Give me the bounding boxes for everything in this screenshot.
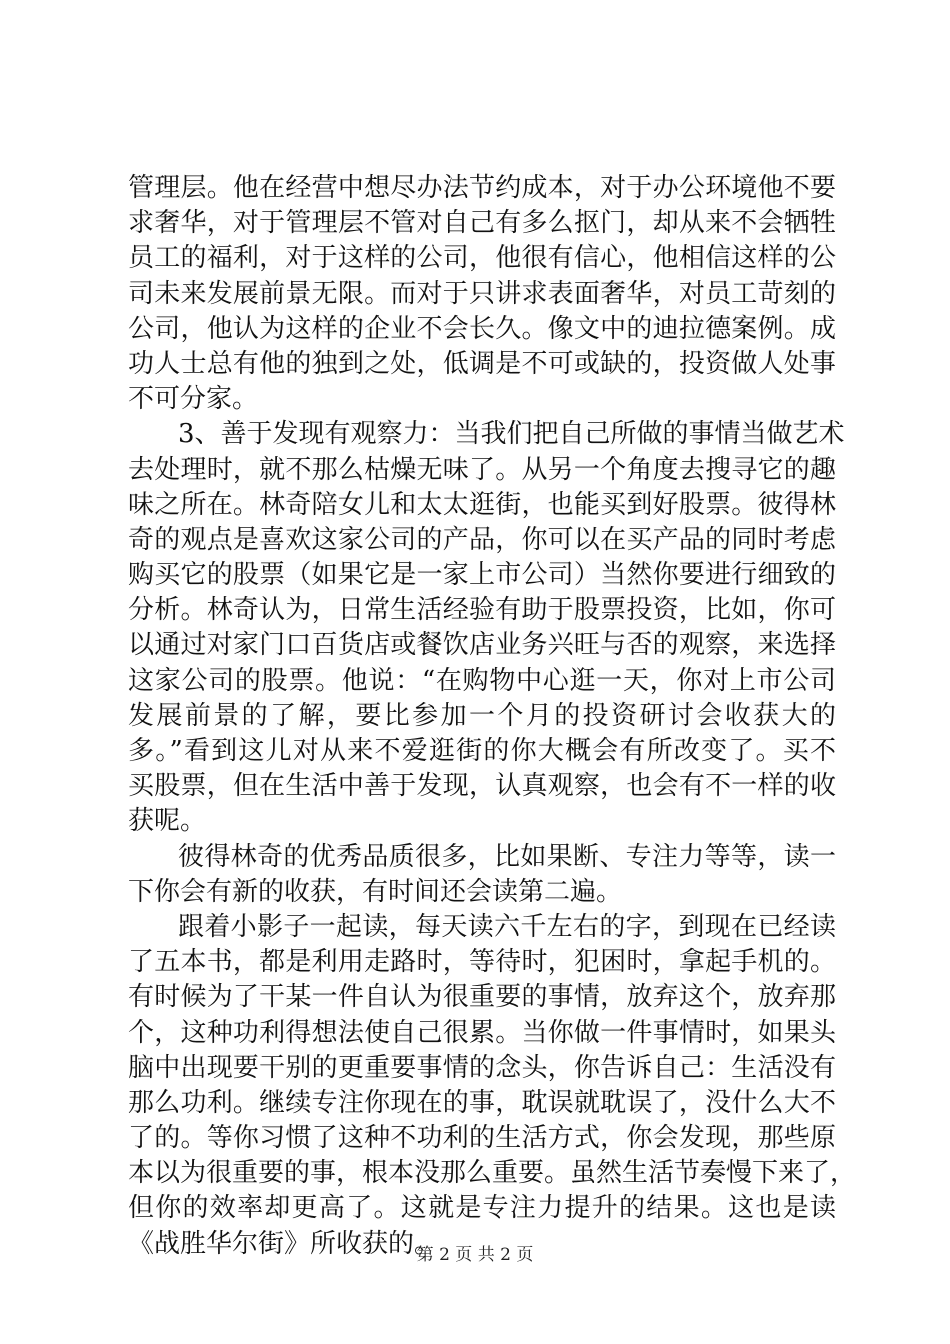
text-line: 去处理时，就不那么枯燥无味了。从另一个角度去搜寻它的趣 — [128, 454, 836, 485]
text-line: 购买它的股票（如果它是一家上市公司）当然你要进行细致的 — [128, 560, 836, 591]
text-line: 但你的效率却更高了。这就是专注力提升的结果。这也是读 — [128, 1193, 836, 1224]
document-body — [128, 171, 857, 1262]
text-line: 脑中出现要干别的更重要事情的念头，你告诉自己：生活没有 — [128, 1052, 836, 1083]
text-line: 发展前景的了解，要比参加一个月的投资研讨会收获大的 — [128, 700, 836, 731]
text-line: 这家公司的股票。他说：“在购物中心逛一天，你对上市公司 — [128, 665, 836, 696]
text-line: 奇的观点是喜欢这家公司的产品，你可以在买产品的同时考虑 — [128, 524, 836, 555]
text-line: 3、善于发现有观察力：当我们把自己所做的事情当做艺术 — [178, 419, 845, 450]
text-line: 味之所在。林奇陪女儿和太太逛街，也能买到好股票。彼得林 — [128, 489, 836, 520]
text-line: 跟着小影子一起读，每天读六千左右的字，到现在已经读 — [178, 911, 836, 942]
text-line: 《战胜华尔街》所收获的。 — [128, 1228, 441, 1259]
text-line: 彼得林奇的优秀品质很多，比如果断、专注力等等，读一 — [178, 841, 836, 872]
text-line: 分析。林奇认为，日常生活经验有助于股票投资，比如，你可 — [128, 595, 836, 626]
text-line: 多。”看到这儿对从来不爱逛街的你大概会有所改变了。买不 — [128, 736, 836, 766]
text-line: 了五本书，都是利用走路时，等待时，犯困时，拿起手机的。 — [128, 947, 836, 978]
text-line: 本以为很重要的事，根本没那么重要。虽然生活节奏慢下来了， — [128, 1158, 857, 1189]
text-line: 公司，他认为这样的企业不会长久。像文中的迪拉德案例。成 — [128, 313, 836, 344]
text-line: 有时候为了干某一件自认为很重要的事情，放弃这个，放弃那 — [128, 982, 836, 1013]
text-line: 获呢。 — [128, 806, 207, 837]
text-line: 下你会有新的收获，有时间还会读第二遍。 — [128, 876, 623, 907]
text-line: 员工的福利，对于这样的公司，他很有信心，他相信这样的公 — [128, 243, 836, 274]
text-line: 求奢华，对于管理层不管对自己有多么抠门，却从来不会牺牲 — [128, 208, 836, 239]
text-line: 以通过对家门口百货店或餐饮店业务兴旺与否的观察，来选择 — [128, 630, 836, 661]
page-number-footer: 第 2 页 共 2 页 — [416, 1245, 534, 1265]
text-line: 司未来发展前景无限。而对于只讲求表面奢华，对员工苛刻的 — [128, 278, 836, 309]
text-line: 功人士总有他的独到之处，低调是不可或缺的，投资做人处事 — [128, 348, 836, 379]
text-line: 不可分家。 — [128, 384, 259, 415]
text-line: 管理层。他在经营中想尽办法节约成本，对于办公环境他不要 — [128, 173, 836, 203]
text-line: 个，这种功利得想法使自己很累。当你做一件事情时，如果头 — [128, 1017, 836, 1048]
text-line: 买股票，但在生活中善于发现，认真观察，也会有不一样的收 — [128, 771, 836, 802]
text-line: 了的。等你习惯了这种不功利的生活方式，你会发现，那些原 — [128, 1123, 836, 1154]
text-line: 那么功利。继续专注你现在的事，耽误就耽误了，没什么大不 — [128, 1087, 836, 1118]
